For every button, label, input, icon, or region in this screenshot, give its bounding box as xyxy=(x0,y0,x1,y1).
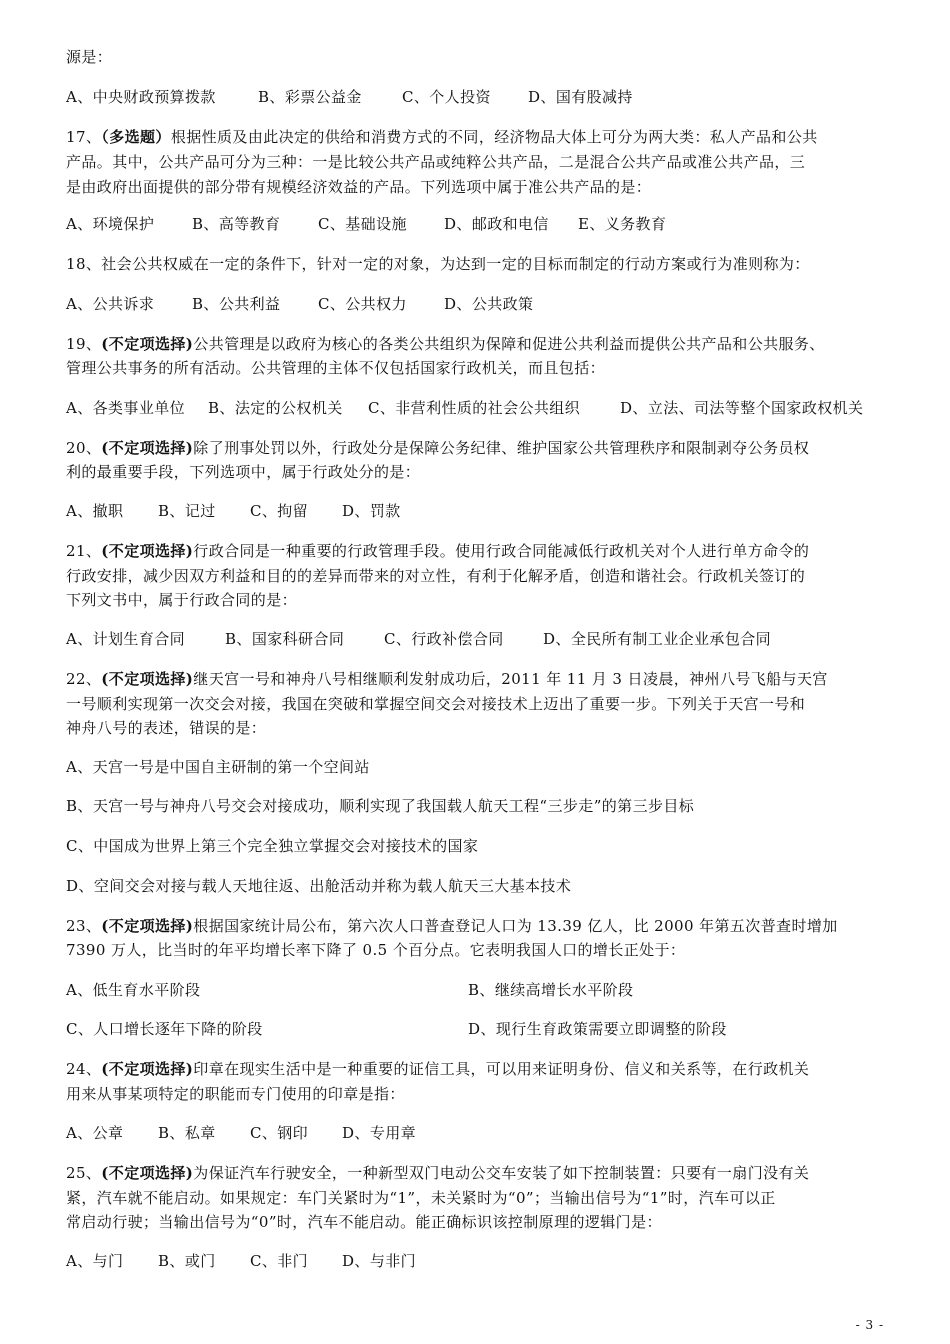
q17-option-b: B、高等教育 xyxy=(192,215,281,233)
q21-line-1: 21、(不定项选择)行政合同是一种重要的行政管理手段。使用行政合同能减低行政机关对个人进行单方命令的 xyxy=(66,542,810,560)
q23-type-tag: (不定项选择) xyxy=(101,917,194,935)
q20-option-c: C、拘留 xyxy=(250,502,309,520)
q19-option-b: B、法定的公权机关 xyxy=(208,399,343,417)
q18-option-b: B、公共利益 xyxy=(192,295,281,313)
q21-line-2: 行政安排，减少因双方利益和目的的差异而带来的对立性，有利于化解矛盾，创造和谐社会。行政机关签订的 xyxy=(66,567,806,585)
q20-line-2: 利的最重要手段，下列选项中，属于行政处分的是： xyxy=(66,463,421,481)
q18-option-d: D、公共政策 xyxy=(444,295,534,313)
q24-option-c: C、钢印 xyxy=(250,1124,309,1142)
q22-option-a: A、天宫一号是中国自主研制的第一个空间站 xyxy=(66,758,370,776)
q20-option-d: D、罚款 xyxy=(342,502,401,520)
q23-option-c: C、人口增长逐年下降的阶段 xyxy=(66,1020,263,1038)
q19-option-d: D、立法、司法等整个国家政权机关 xyxy=(620,399,864,417)
q22-option-c: C、中国成为世界上第三个完全独立掌握交会对接技术的国家 xyxy=(66,837,479,855)
q21-option-d: D、全民所有制工业企业承包合同 xyxy=(543,630,772,648)
q24-option-a: A、公章 xyxy=(66,1124,124,1142)
q25-line-2: 紧，汽车就不能启动。如果规定：车门关紧时为“1”，未关紧时为“0”；当输出信号为“1”时，汽车可以正 xyxy=(66,1189,776,1207)
q19-line-1: 19、(不定项选择)公共管理是以政府为核心的各类公共组织为保障和促进公共利益而提供公共产品和公共服务、 xyxy=(66,335,825,353)
q19-option-a: A、各类事业单位 xyxy=(66,399,186,417)
q22-option-b: B、天宫一号与神舟八号交会对接成功，顺利实现了我国载人航天工程“三步走”的第三步目标 xyxy=(66,797,695,815)
q16-option-d: D、国有股减持 xyxy=(528,88,633,106)
q18-option-c: C、公共权力 xyxy=(318,295,407,313)
q25-option-a: A、与门 xyxy=(66,1252,124,1270)
q18-option-a: A、公共诉求 xyxy=(66,295,155,313)
q19-type-tag: (不定项选择) xyxy=(101,335,194,353)
q21-option-a: A、计划生育合同 xyxy=(66,630,186,648)
q19-line-2: 管理公共事务的所有活动。公共管理的主体不仅包括国家行政机关，而且包括： xyxy=(66,359,606,377)
q20-type-tag: (不定项选择) xyxy=(101,439,194,457)
q24-line-2: 用来从事某项特定的职能而专门使用的印章是指： xyxy=(66,1085,405,1103)
q17-type-tag: （多选题） xyxy=(101,128,171,146)
q17-option-e: E、义务教育 xyxy=(578,215,667,233)
q20-option-a: A、撤职 xyxy=(66,502,124,520)
q16-option-a: A、中央财政预算拨款 xyxy=(66,88,216,106)
q22-line-3: 神舟八号的表述，错误的是： xyxy=(66,719,267,737)
q22-line-2: 一号顺利实现第一次交会对接，我国在突破和掌握空间交会对接技术上迈出了重要一步。下列关于天宫一号和 xyxy=(66,695,806,713)
q22-type-tag: (不定项选择) xyxy=(101,670,194,688)
q25-option-c: C、非门 xyxy=(250,1252,309,1270)
q20-line-1: 20、(不定项选择)除了刑事处罚以外，行政处分是保障公务纪律、维护国家公共管理秩序和限制剥夺公务员权 xyxy=(66,439,810,457)
q23-option-d: D、现行生育政策需要立即调整的阶段 xyxy=(468,1020,727,1038)
q17-line-2: 产品。其中，公共产品可分为三种：一是比较公共产品或纯粹公共产品，二是混合公共产品或准公共产品，三 xyxy=(66,153,806,171)
q21-option-b: B、国家科研合同 xyxy=(225,630,345,648)
q24-option-b: B、私章 xyxy=(158,1124,216,1142)
q21-type-tag: (不定项选择) xyxy=(101,542,194,560)
q25-type-tag: (不定项选择) xyxy=(101,1164,194,1182)
q20-option-b: B、记过 xyxy=(158,502,216,520)
q21-option-c: C、行政补偿合同 xyxy=(384,630,504,648)
q17-line-3: 是由政府出面提供的部分带有规模经济效益的产品。下列选项中属于准公共产品的是： xyxy=(66,178,652,196)
q22-option-d: D、空间交会对接与载人天地往返、出舱活动并称为载人航天三大基本技术 xyxy=(66,877,572,895)
q23-line-2: 7390 万人，比当时的年平均增长率下降了 0.5 个百分点。它表明我国人口的增长正处于： xyxy=(66,941,686,959)
q16-option-c: C、个人投资 xyxy=(402,88,491,106)
q17-line-1: 17、（多选题）根据性质及由此决定的供给和消费方式的不同，经济物品大体上可分为两大类：私人产品和公共 xyxy=(66,128,818,146)
q25-option-d: D、与非门 xyxy=(342,1252,417,1270)
q17-option-c: C、基础设施 xyxy=(318,215,407,233)
q22-line-1: 22、(不定项选择)继天宫一号和神舟八号相继顺利发射成功后，2011 年 11 月 3 日凌晨，神州八号飞船与天宫 xyxy=(66,670,828,688)
q18-line-1: 18、社会公共权威在一定的条件下，针对一定的对象，为达到一定的目标而制定的行动方案或行为准则称为： xyxy=(66,255,810,273)
q21-line-3: 下列文书中，属于行政合同的是： xyxy=(66,591,298,609)
q16-text: 源是： xyxy=(66,48,113,66)
q24-line-1: 24、(不定项选择)印章在现实生活中是一种重要的证信工具，可以用来证明身份、信义和关系等，在行政机关 xyxy=(66,1060,810,1078)
q23-option-b: B、继续高增长水平阶段 xyxy=(468,981,634,999)
q25-line-3: 常启动行驶；当输出信号为“0”时，汽车不能启动。能正确标识该控制原理的逻辑门是： xyxy=(66,1213,662,1231)
q24-type-tag: (不定项选择) xyxy=(101,1060,194,1078)
q17-option-a: A、环境保护 xyxy=(66,215,155,233)
q19-option-c: C、非营利性质的社会公共组织 xyxy=(368,399,581,417)
q24-option-d: D、专用章 xyxy=(342,1124,417,1142)
q17-option-d: D、邮政和电信 xyxy=(444,215,549,233)
q16-option-b: B、彩票公益金 xyxy=(258,88,362,106)
page-number: - 3 - xyxy=(855,1318,884,1332)
q25-option-b: B、或门 xyxy=(158,1252,216,1270)
q23-line-1: 23、(不定项选择)根据国家统计局公布，第六次人口普查登记人口为 13.39 亿人，比 2000 年第五次普查时增加 xyxy=(66,917,838,935)
q25-line-1: 25、(不定项选择)为保证汽车行驶安全，一种新型双门电动公交车安装了如下控制装置：只要有一扇门没有关 xyxy=(66,1164,810,1182)
q23-option-a: A、低生育水平阶段 xyxy=(66,981,201,999)
